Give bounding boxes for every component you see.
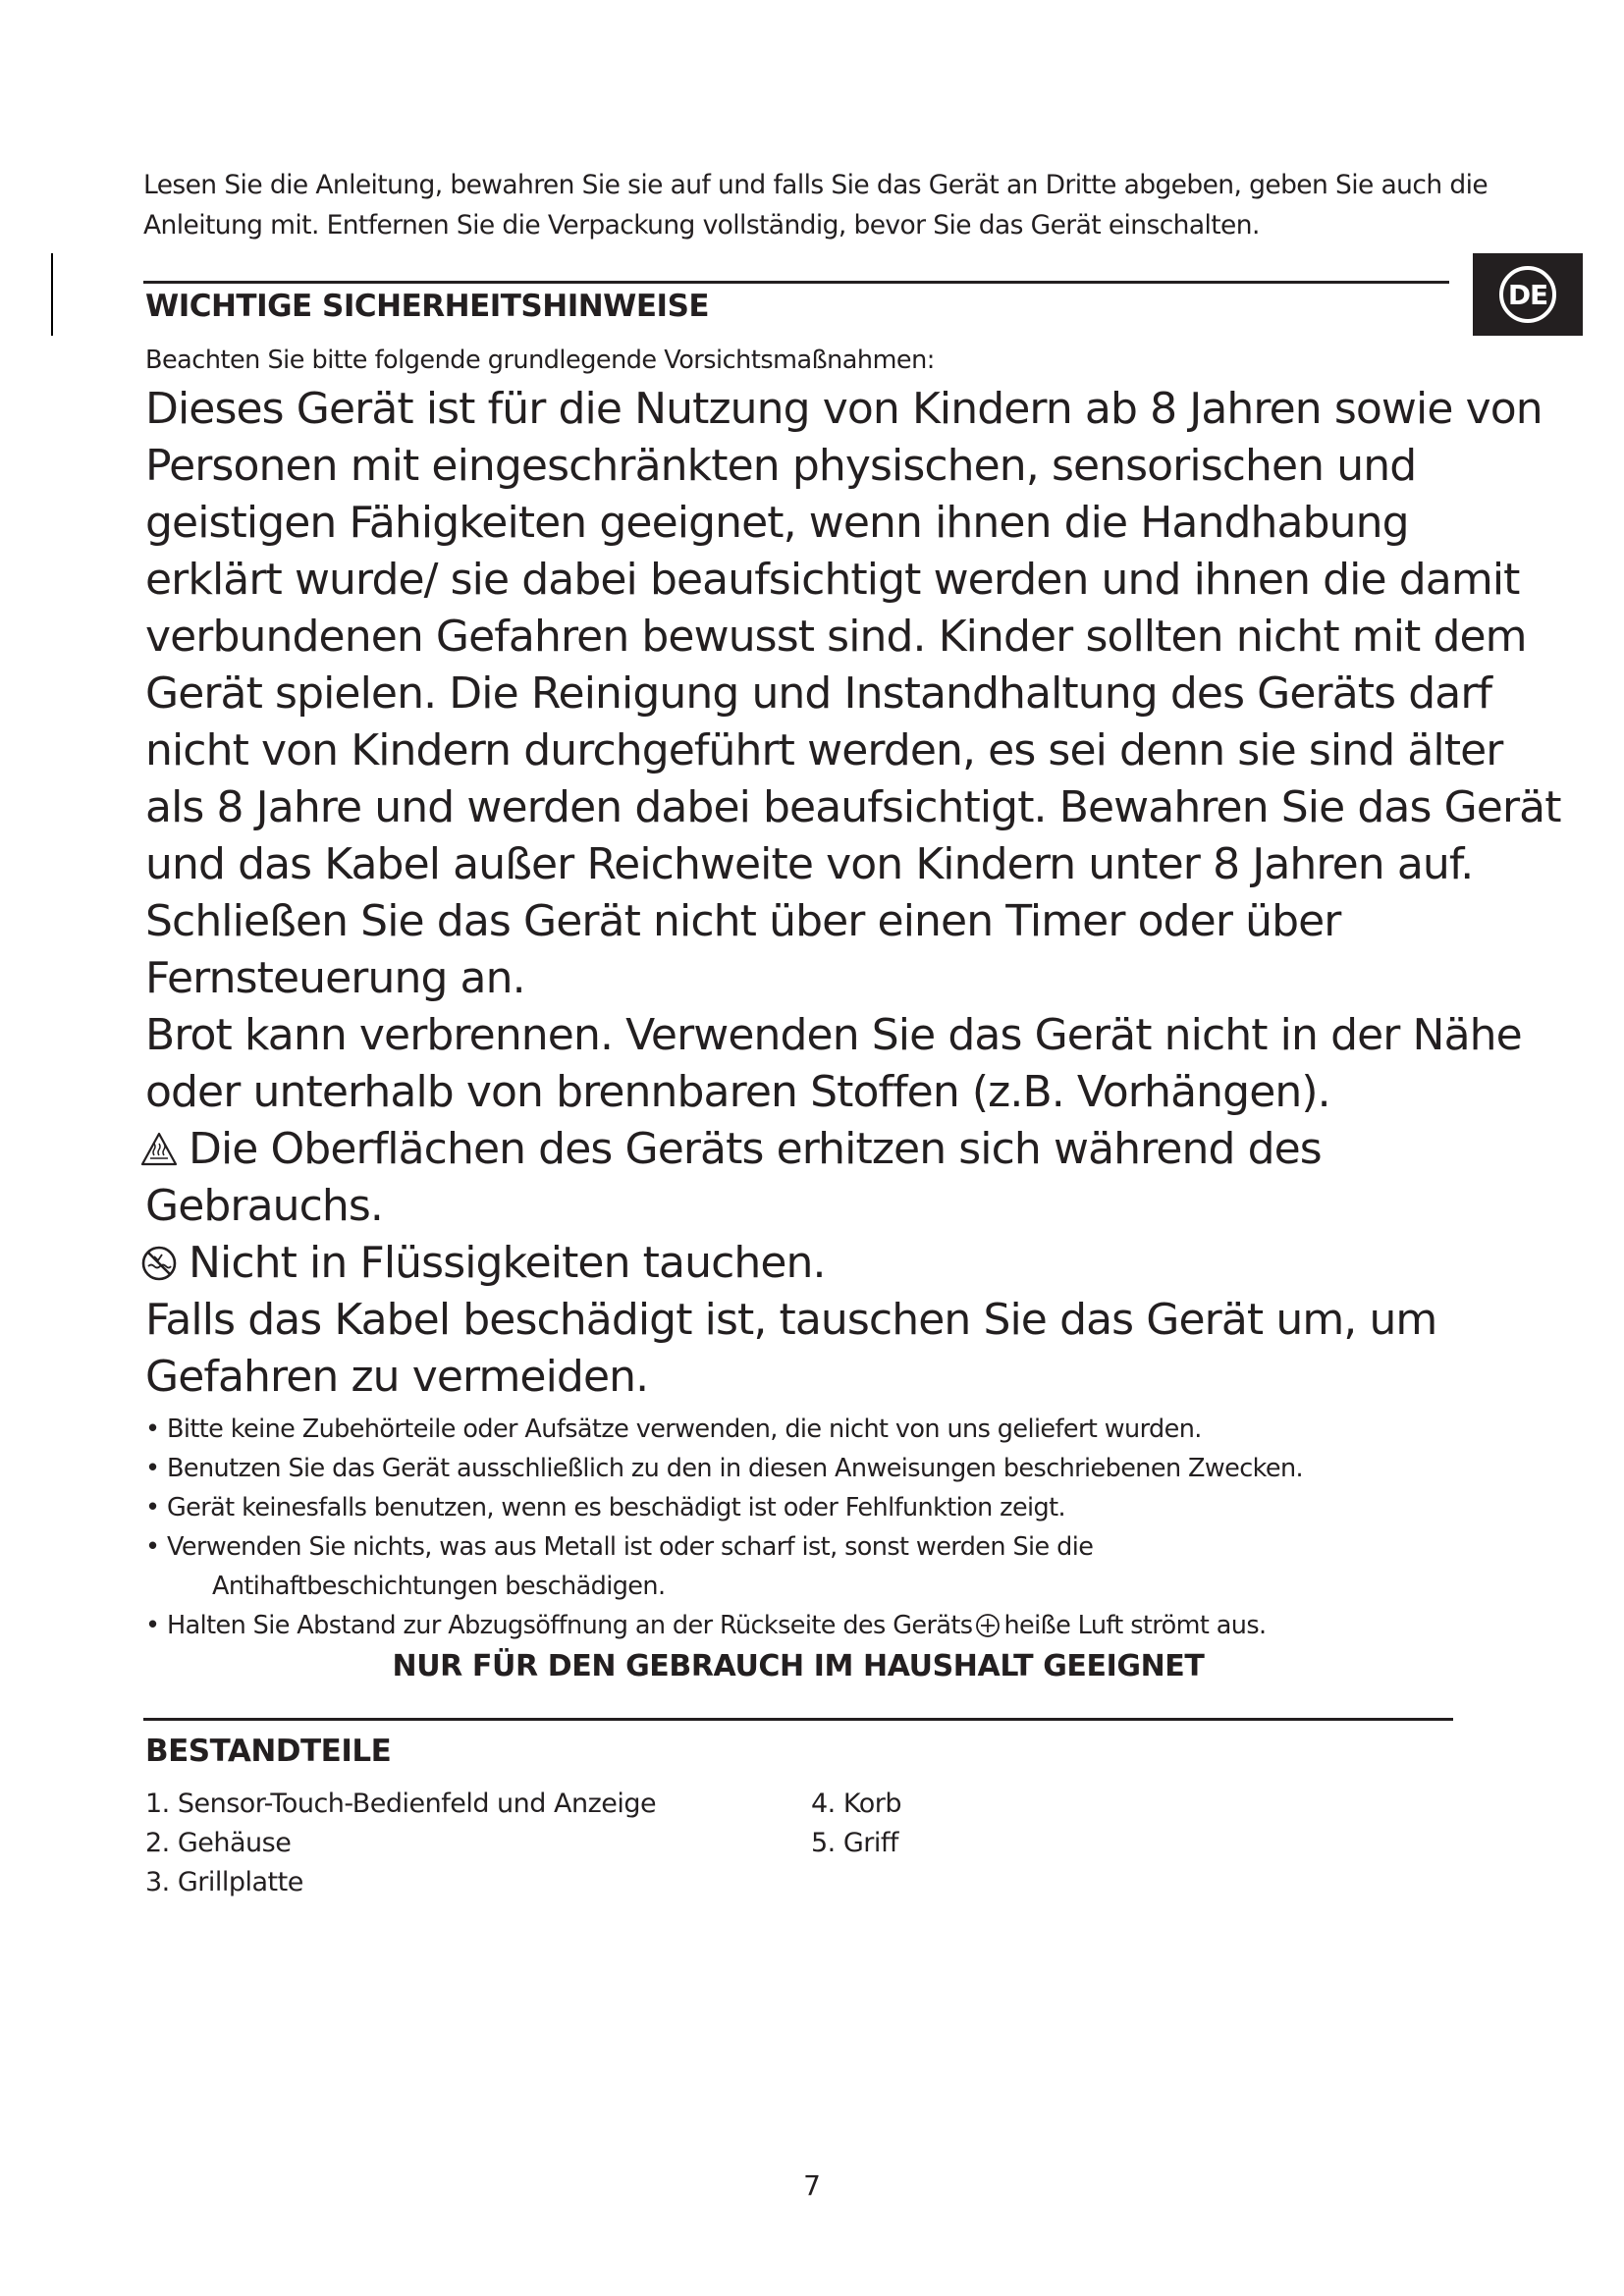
bullet-icon: • bbox=[145, 1415, 160, 1444]
intro-text bbox=[143, 165, 1489, 245]
list-item-continuation bbox=[145, 1567, 1481, 1606]
bullet-icon: • bbox=[145, 1532, 160, 1562]
safety-line: oder unterhalb von brennbaren Stoffen (z.B. Vorhängen). bbox=[145, 1067, 1330, 1117]
safety-subheading: Beachten Sie bitte folgende grundlegende Vorsichtsmaßnahmen: bbox=[145, 346, 935, 375]
safety-line: verbundenen Gefahren bewusst sind. Kinder sollten nicht mit dem bbox=[145, 612, 1527, 662]
list-item bbox=[145, 1527, 1481, 1567]
component-item: 1. Sensor-Touch-Bedienfeld und Anzeige bbox=[145, 1789, 657, 1819]
list-item-text: Benutzen Sie das Gerät ausschließlich zu den in diesen Anweisungen beschriebenen Zwecken. bbox=[167, 1454, 1304, 1483]
safety-line: Personen mit eingeschränkten physischen, sensorischen und bbox=[145, 441, 1417, 491]
list-item-text: Halten Sie Abstand zur Abzugsöffnung an der Rückseite des Geräts bbox=[167, 1611, 973, 1640]
components-list-left bbox=[145, 1785, 656, 1902]
household-notice: NUR FÜR DEN GEBRAUCH IM HAUSHALT GEEIGNET bbox=[392, 1649, 1205, 1683]
vent-plus-icon bbox=[975, 1613, 1001, 1638]
safety-line: Gerät spielen. Die Reinigung und Instandhaltung des Geräts darf bbox=[145, 668, 1492, 719]
page-number: 7 bbox=[803, 2169, 821, 2202]
safety-line: als 8 Jahre und werden dabei beaufsichtigt. Bewahren Sie das Gerät bbox=[145, 782, 1561, 832]
safety-line: Gefahren zu vermeiden. bbox=[145, 1352, 649, 1402]
margin-marker bbox=[51, 253, 53, 336]
safety-line: Brot kann verbrennen. Verwenden Sie das Gerät nicht in der Nähe bbox=[145, 1010, 1522, 1060]
list-item bbox=[145, 1410, 1481, 1449]
safety-line: Falls das Kabel beschädigt ist, tauschen Sie das Gerät um, um bbox=[145, 1295, 1437, 1345]
safety-line: geistigen Fähigkeiten geeignet, wenn ihnen die Handhabung bbox=[145, 498, 1409, 548]
do-not-immerse-icon bbox=[139, 1244, 179, 1283]
safety-line-text: Nicht in Flüssigkeiten tauchen. bbox=[189, 1238, 826, 1288]
section-divider bbox=[143, 1718, 1453, 1721]
safety-heading: WICHTIGE SICHERHEITSHINWEISE bbox=[145, 289, 710, 324]
components-list-right bbox=[811, 1785, 901, 1863]
section-divider bbox=[143, 281, 1449, 284]
intro-line-1: Lesen Sie die Anleitung, bewahren Sie sie auf und falls Sie das Gerät an Dritte abgeben, geben Sie auch die bbox=[143, 170, 1489, 200]
list-item-text: heiße Luft strömt aus. bbox=[1003, 1611, 1267, 1640]
component-item: 5. Griff bbox=[811, 1828, 898, 1858]
safety-line: und das Kabel außer Reichweite von Kindern unter 8 Jahren auf. bbox=[145, 839, 1474, 889]
bullet-icon: • bbox=[145, 1493, 160, 1522]
safety-line-no-immersion bbox=[145, 1235, 1500, 1292]
list-item bbox=[145, 1606, 1481, 1645]
intro-line-2: Anleitung mit. Entfernen Sie die Verpackung vollständig, bevor Sie das Gerät einschalten. bbox=[143, 210, 1260, 240]
safety-line-text: Die Oberflächen des Geräts erhitzen sich während des bbox=[189, 1124, 1322, 1174]
language-badge-label: DE bbox=[1499, 266, 1556, 323]
safety-line: nicht von Kindern durchgeführt werden, es sei denn sie sind älter bbox=[145, 725, 1503, 775]
safety-line: Schließen Sie das Gerät nicht über einen Timer oder über bbox=[145, 896, 1341, 946]
hot-surface-warning-icon bbox=[139, 1130, 179, 1169]
language-badge bbox=[1473, 253, 1583, 336]
safety-line: Gebrauchs. bbox=[145, 1181, 384, 1231]
components-heading: BESTANDTEILE bbox=[145, 1734, 392, 1769]
safety-instructions bbox=[145, 381, 1561, 1406]
safety-line: erklärt wurde/ sie dabei beaufsichtigt werden und ihnen die damit bbox=[145, 555, 1520, 605]
safety-line-hot-surface bbox=[145, 1121, 1500, 1178]
component-item: 2. Gehäuse bbox=[145, 1828, 292, 1858]
list-item bbox=[145, 1488, 1481, 1527]
component-item: 4. Korb bbox=[811, 1789, 901, 1819]
safety-bullet-list bbox=[145, 1410, 1481, 1645]
list-item-text: Antihaftbeschichtungen beschädigen. bbox=[212, 1572, 666, 1601]
bullet-icon: • bbox=[145, 1611, 160, 1640]
component-item: 3. Grillplatte bbox=[145, 1867, 303, 1897]
list-item-text: Bitte keine Zubehörteile oder Aufsätze verwenden, die nicht von uns geliefert wurden. bbox=[167, 1415, 1202, 1444]
list-item-text: Verwenden Sie nichts, was aus Metall ist oder scharf ist, sonst werden Sie die bbox=[167, 1532, 1094, 1562]
list-item bbox=[145, 1449, 1481, 1488]
bullet-icon: • bbox=[145, 1454, 160, 1483]
safety-line: Fernsteuerung an. bbox=[145, 953, 525, 1003]
safety-line: Dieses Gerät ist für die Nutzung von Kindern ab 8 Jahren sowie von bbox=[145, 384, 1543, 434]
list-item-text: Gerät keinesfalls benutzen, wenn es beschädigt ist oder Fehlfunktion zeigt. bbox=[167, 1493, 1066, 1522]
